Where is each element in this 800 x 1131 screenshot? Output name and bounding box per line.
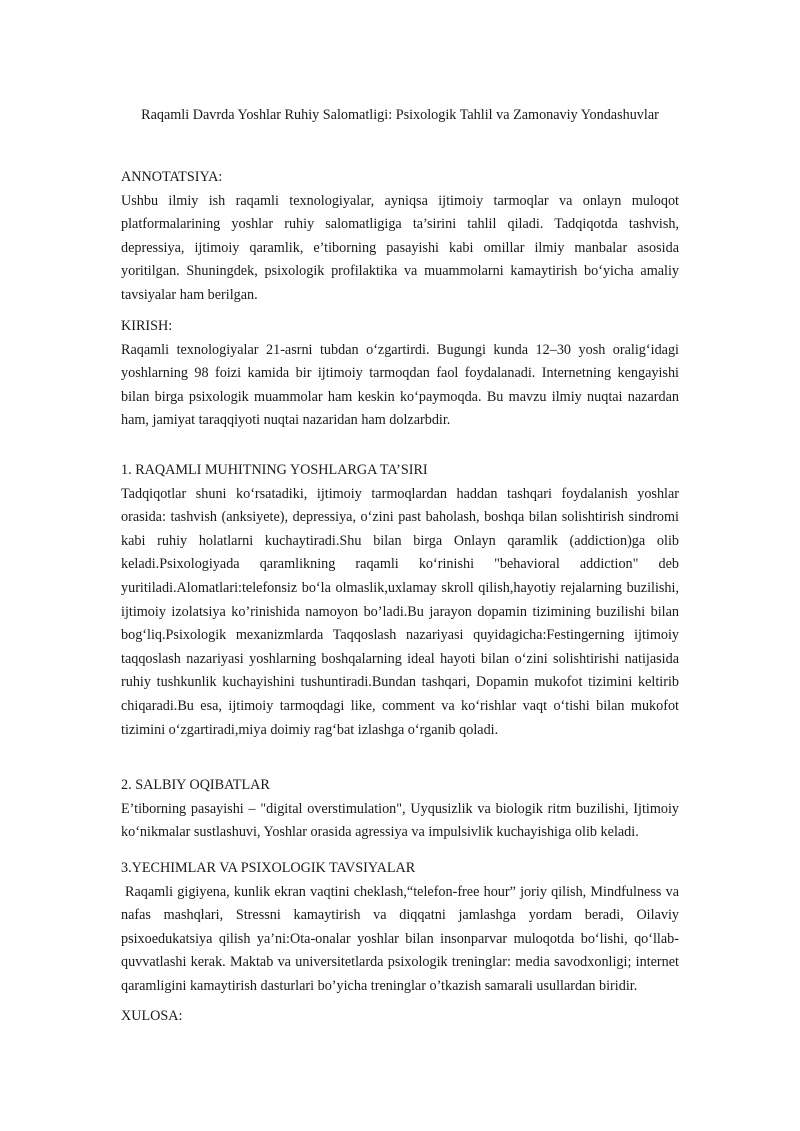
section-1-heading: 1. RAQAMLI MUHITNING YOSHLARGA TA’SIRI: [121, 462, 428, 478]
document-title: Raqamli Davrda Yoshlar Ruhiy Salomatligi: Psixologik Tahlil va Zamonaviy Yondashuvlar: [141, 107, 659, 123]
section-1-text: Tadqiqotlar shuni ko‘rsatadiki, ijtimoiy tarmoqlardan haddan tashqari foydalanish yoshlar orasida: tashvish (anksiyete), depressiya, o‘zini past baholash, boshqa bilan solishtirish sindromi kabi ruhiy holatlarni kuchaytiradi.Shu bilan birga Onlayn qaramlik (addiction)ga olib keladi.Psixologiyada qaramlikning raqamli ko‘rinishi "behavioral addiction" deb yuritiladi.Alomatlari:telefonsiz bo‘la olmaslik,uxlamay skroll qilish,hayotiy rejalarning buzilishi, ijtimoiy izolatsiya ko’rinishida namoyon bo’ladi.Bu jarayon dopamin tizimining buzilishi bilan bog‘liq.Psixologik mexanizmlarda Taqqoslash nazariyasi quyidagicha:Festingerning ijtimoiy taqqoslash nazariyasi yoshlarning boshqalarning ideal hayoti bilan o‘zini solishtirishi natijasida ruhiy tushkunlik kuchayishini tushuntiradi.Bundan tashqari, Dopamin mukofot tizimini keltirib chiqaradi.Bu esa, ijtimoiy tarmoqdagi like, comment va ko‘rishlar vaqt o‘tishi bilan mukofot tizimini o‘zgartiradi,miya doimiy rag‘bat izlashga o‘rganib qoladi.: [121, 485, 679, 738]
introduction-section: [121, 315, 679, 433]
conclusion-section: [121, 1005, 679, 1029]
annotation-text: Ushbu ilmiy ish raqamli texnologiyalar, ayniqsa ijtimoiy tarmoqlar va onlayn muloqot platformalarining yoshlar ruhiy salomatligiga ta’sirini tahlil qiladi. Tadqiqotda tashvish, depressiya, ijtimoiy qaramlik, e’tiborning pasayishi kabi omillar ilmiy manbalar asosida yoritilgan. Shuningdek, psixologik profilaktika va muammolarni kamaytirish bo‘yicha amaliy tavsiyalar ham berilgan.: [121, 192, 679, 303]
section-2: [121, 774, 679, 845]
section-1: [121, 459, 679, 742]
section-3-heading: 3.YECHIMLAR VA PSIXOLOGIK TAVSIYALAR: [121, 860, 416, 876]
section-2-text: E’tiborning pasayishi – "digital overstimulation", Uyqusizlik va biologik ritm buzilishi, Ijtimoiy ko‘nikmalar sustlashuvi, Yoshlar orasida agressiya va impulsivlik kuchayishiga olib keladi.: [121, 800, 679, 841]
annotation-section: [121, 166, 679, 308]
section-3: [121, 857, 679, 999]
section-2-heading: 2. SALBIY OQIBATLAR: [121, 777, 270, 793]
introduction-heading: KIRISH:: [121, 318, 173, 334]
annotation-heading: ANNOTATSIYA:: [121, 169, 223, 185]
conclusion-heading: XULOSA:: [121, 1008, 183, 1024]
introduction-text: Raqamli texnologiyalar 21-asrni tubdan o‘zgartirdi. Bugungi kunda 12–30 yosh oralig‘idagi yoshlarning 98 foizi kamida bir ijtimoiy tarmoqdan faol foydalanadi. Internetning kengayishi bilan birga psixologik muammolar ham keskin ko‘paymoqda. Bu mavzu ilmiy nuqtai nazardan ham, jamiyat taraqqiyoti nuqtai nazaridan ham dolzarbdir.: [121, 341, 679, 429]
section-3-text: Raqamli gigiyena, kunlik ekran vaqtini cheklash,“telefon-free hour” joriy qilish, Mindfulness va nafas mashqlari, Stressni kamaytirish va diqqatni jamlashga yordam beradi, Oilaviy psixoedukatsiya qilish ya’ni:Ota-onalar yoshlar bilan insonparvar muloqotda bo‘lishi, qo‘llab-quvvatlashi kerak. Maktab va universitetlarda psixologik treninglar: media savodxonligi; internet qaramligini kamaytirish dasturlari bo’yicha treninglar o’tkazish samarali usullardan biridir.: [121, 883, 679, 994]
